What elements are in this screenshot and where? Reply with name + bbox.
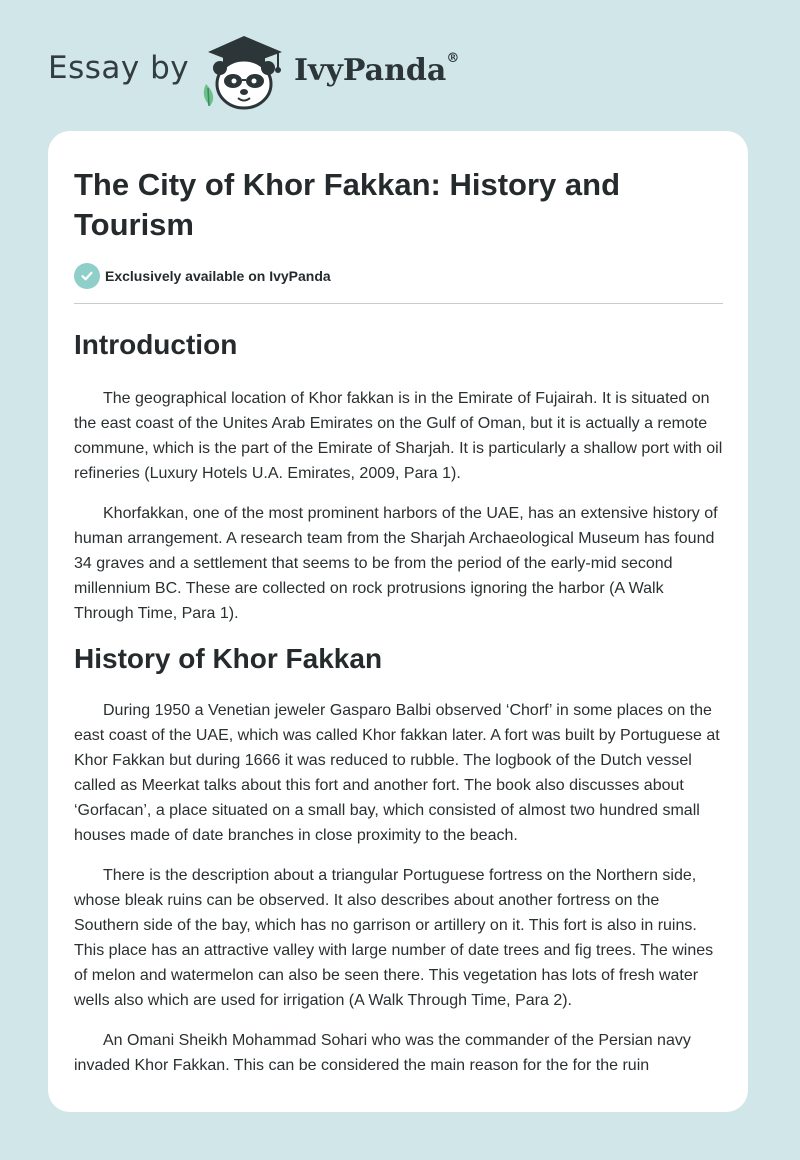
brand-text: IvyPanda bbox=[294, 53, 447, 88]
page-title: The City of Khor Fakkan: History and Tourism bbox=[74, 167, 621, 242]
paragraph: There is the description about a triangular Portuguese fortress on the Northern side, whose bleak ruins can be observed. It also describes about another fortress on the Southern side of the bay, which has no garrison or artillery on it. This fort is also in ruins. This place has an attractive valley with large number of date trees and fig trees. The wines of melon and watermelon can also be seen there. This vegetation has lots of fresh water wells also which are used for irrigation (A Walk Through Time, Para 2). bbox=[74, 867, 714, 1009]
paragraph: An Omani Sheikh Mohammad Sohari who was the commander of the Persian navy invaded Khor Fakkan. This can be considered the main reason for the for the ruin bbox=[74, 1032, 691, 1074]
essay-card bbox=[48, 131, 748, 1112]
exclusive-badge bbox=[74, 263, 331, 289]
paragraph: Khorfakkan, one of the most prominent harbors of the UAE, has an extensive history of human arrangement. A research team from the Sharjah Archaeological Museum has found 34 graves and a settlement that seems to be from the period of the early-mid second millennium BC. These are collected on rock protrusions ignoring the harbor (A Walk Through Time, Para 1). bbox=[74, 505, 718, 622]
check-icon bbox=[74, 263, 100, 289]
site-header bbox=[0, 0, 800, 130]
section-heading-history: History of Khor Fakkan bbox=[74, 643, 383, 674]
brand-registered-mark: ® bbox=[446, 51, 460, 66]
paragraph: During 1950 a Venetian jeweler Gasparo Balbi observed ‘Chorf’ in some places on the east coast of the UAE, which was called Khor fakkan later. A fort was built by Portuguese at Khor Fakkan but during 1666 it was reduced to rubble. The logbook of the Dutch vessel called as Meerkat talks about this fort and another fort. The book also discusses about ‘Gorfacan’, a place situated on a small bay, which consisted of almost two hundred small houses made of date branches in close proximity to the beach. bbox=[74, 702, 720, 844]
badge-label: Exclusively available on IvyPanda bbox=[105, 268, 331, 284]
panda-graduate-icon[interactable] bbox=[198, 34, 290, 110]
paragraph: The geographical location of Khor fakkan is in the Emirate of Fujairah. It is situated on the east coast of the Unites Arab Emirates on the Gulf of Oman, but it is actually a remote commune, which is the part of the Emirate of Sharjah. It is particularly a shallow port with oil refineries (Luxury Hotels U.A. Emirates, 2009, Para 1). bbox=[74, 390, 723, 482]
essay-body bbox=[74, 323, 724, 1078]
brand-name[interactable] bbox=[294, 53, 459, 88]
section-heading-introduction: Introduction bbox=[74, 329, 238, 360]
essay-by-label: Essay by bbox=[48, 50, 190, 86]
divider bbox=[74, 303, 723, 304]
